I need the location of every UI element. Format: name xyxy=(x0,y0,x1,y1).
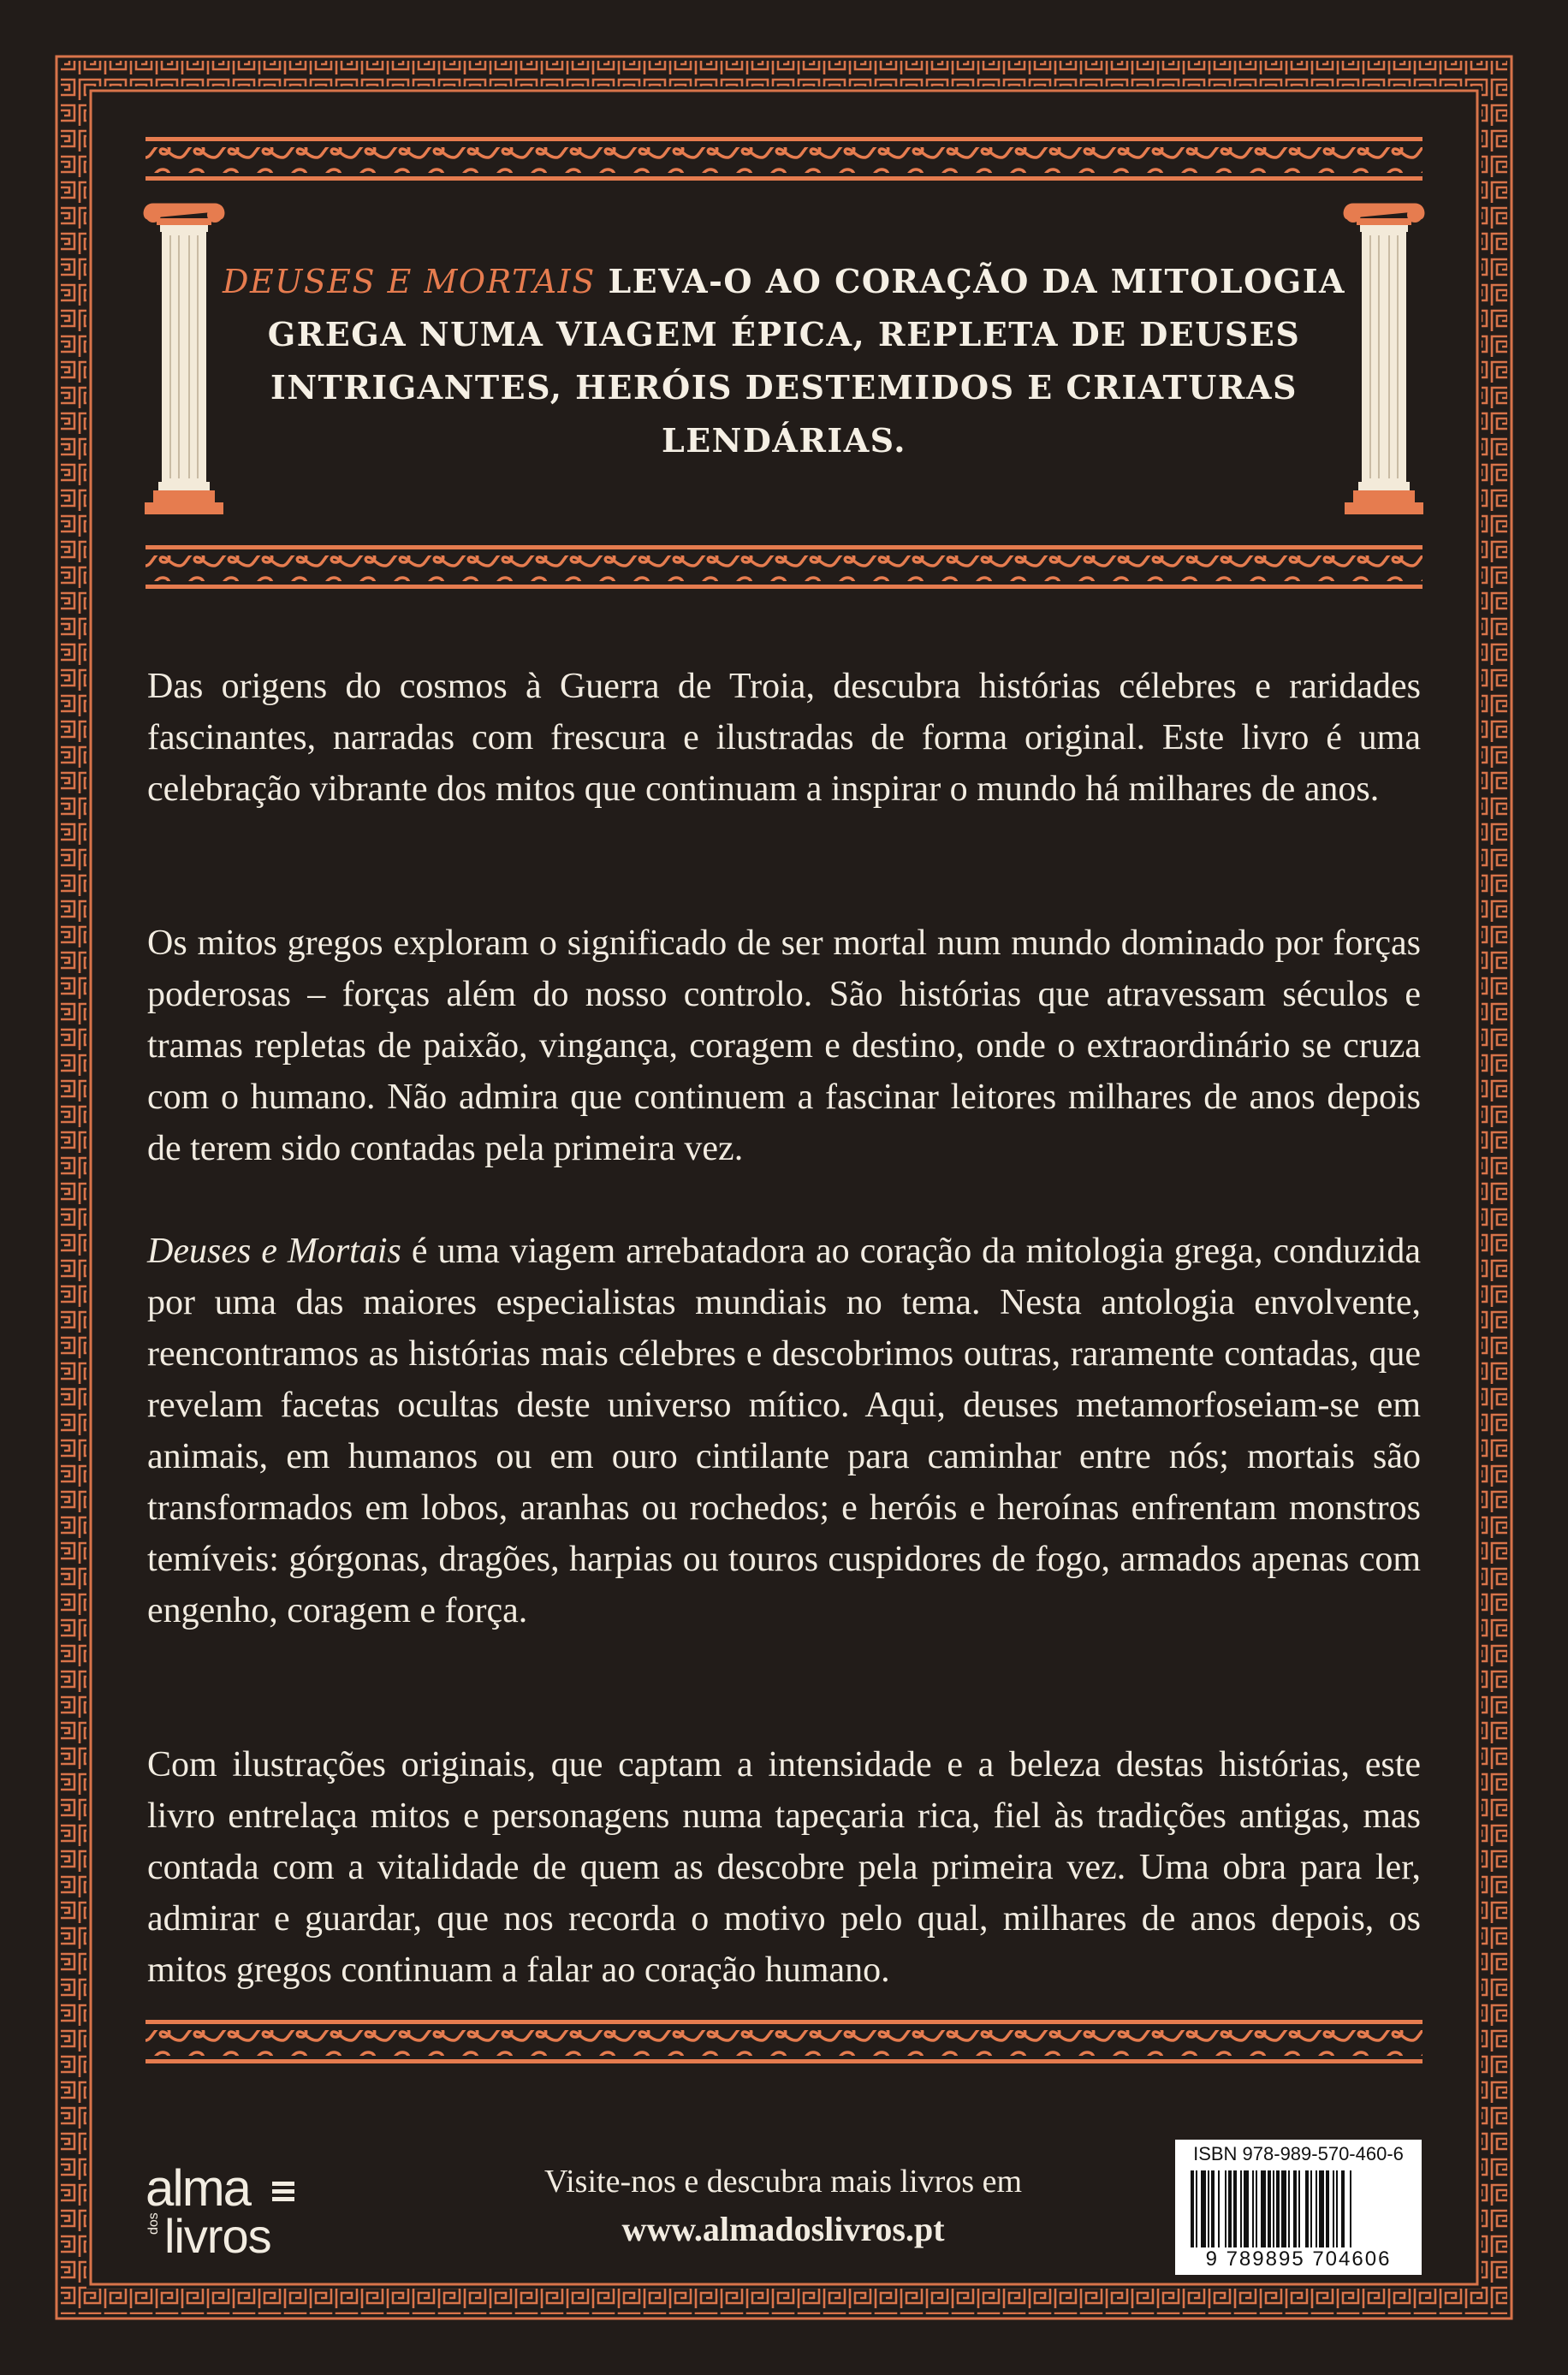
barcode-bar xyxy=(1341,2170,1345,2247)
website-link[interactable]: www.almadoslivros.pt xyxy=(621,2210,945,2248)
column-right-icon xyxy=(1341,199,1427,520)
barcode-bar xyxy=(1336,2170,1338,2247)
barcode-bar xyxy=(1218,2170,1220,2247)
paragraph-3-text: é uma viagem arrebatadora ao coração da mitologia grega, conduzida por uma das maiores especialistas mundiais no tema. Nesta antologia envolvente, reencontramos as histórias mais célebres e descobrimos outras, raramente contadas, que revelam facetas ocultas deste universo mítico. Aqui, deuses metamorfoseiam-se em animais, em humanos ou em ouro cintilante para caminhar entre nós; mortais são transformados em lobos, aranhas ou rochedos; e heróis e heroínas enfrentam monstros temíveis: górgonas, dragões, harpias ou touros cuspidores de fogo, armados apenas com engenho, coragem e força. xyxy=(147,1232,1421,1630)
barcode-bar xyxy=(1273,2170,1274,2247)
barcode-bar xyxy=(1298,2170,1300,2247)
logo-bars-icon xyxy=(272,2182,294,2205)
paragraph-3-title: Deuses e Mortais xyxy=(147,1232,401,1271)
tagline-text: LEVA-O AO CORAÇÃO DA MITOLOGIA GREGA NUMA VIAGEM ÉPICA, REPLETA DE DEUSES INTRIGANTES, HERÓIS DESTEMIDOS E CRIATURAS LENDÁRIAS. xyxy=(267,262,1345,460)
wave-band-bottom xyxy=(146,2020,1422,2064)
logo-livros: livros xyxy=(164,2209,271,2263)
barcode-bar xyxy=(1293,2170,1297,2247)
barcode-bar xyxy=(1252,2170,1254,2247)
barcode-bar xyxy=(1211,2170,1215,2247)
barcode-bar xyxy=(1256,2170,1257,2247)
barcode-bar xyxy=(1288,2170,1290,2247)
publisher-logo xyxy=(146,2159,308,2265)
barcode-bar xyxy=(1326,2170,1329,2247)
paragraph-4: Com ilustrações originais, que captam a intensidade e a beleza destas histórias, este livro entrelaça mitos e personagens numa tapeçaria rica, fiel às tradições antigas, mas contada com a vitalidade de quem as descobre pela primeira vez. Uma obra para ler, admirar e guardar, que nos recorda o motivo pelo qual, milhares de anos depois, os mitos gregos continuam a falar ao coração humano. xyxy=(147,1745,1421,1990)
isbn-label: ISBN 978-989-570-460-6 xyxy=(1193,2143,1404,2164)
tagline-title: DEUSES E MORTAIS xyxy=(223,263,596,300)
barcode-bar xyxy=(1281,2170,1286,2247)
barcode-bar xyxy=(1191,2170,1194,2247)
barcode-bar xyxy=(1240,2170,1242,2247)
barcode-bar xyxy=(1310,2170,1312,2247)
barcode-bar xyxy=(1305,2170,1309,2247)
barcode-bar xyxy=(1228,2170,1232,2247)
barcode-bar xyxy=(1350,2170,1351,2247)
paragraph-2: Os mitos gregos exploram o significado de ser mortal num mundo dominado por forças poderosas – forças além do nosso controlo. São histórias que atravessam séculos e tramas repletas de paixão, vingança, coragem e destino, onde o extraordinário se cruza com o humano. Não admira que continuem a fascinar leitores milhares de anos depois de terem sido contadas pela primeira vez. xyxy=(147,923,1421,1168)
visit-text: Visite-nos e descubra mais livros em xyxy=(543,2164,1023,2200)
barcode-bar xyxy=(1268,2170,1271,2247)
logo-alma: alma xyxy=(146,2159,251,2217)
barcode-bar xyxy=(1208,2170,1209,2247)
barcode-bars xyxy=(1191,2170,1406,2247)
barcode-bar xyxy=(1225,2170,1226,2247)
barcode-bar xyxy=(1319,2170,1324,2247)
paragraph-1: Das origens do cosmos à Guerra de Troia, descubra histórias célebres e raridades fascinantes, narradas com frescura e ilustradas de forma original. Este livro é uma celebração vibrante dos mitos que continuam a inspirar o mundo há milhares de anos. xyxy=(147,667,1421,809)
barcode-bar xyxy=(1196,2170,1197,2247)
logo-dos: dos xyxy=(146,2212,161,2235)
wave-band-top-2 xyxy=(146,545,1422,590)
barcode-bar xyxy=(1316,2170,1317,2247)
tagline xyxy=(214,255,1354,467)
barcode-bar xyxy=(1276,2170,1280,2247)
barcode-bar xyxy=(1244,2170,1249,2247)
barcode xyxy=(1175,2140,1422,2275)
barcode-bar xyxy=(1233,2170,1237,2247)
barcode-digits: 9 789895 704606 xyxy=(1205,2247,1392,2271)
barcode-bar xyxy=(1333,2170,1334,2247)
barcode-bar xyxy=(1201,2170,1206,2247)
paragraph-3 xyxy=(147,1226,1421,1636)
barcode-bar xyxy=(1261,2170,1266,2247)
wave-band-top-1 xyxy=(146,137,1422,181)
